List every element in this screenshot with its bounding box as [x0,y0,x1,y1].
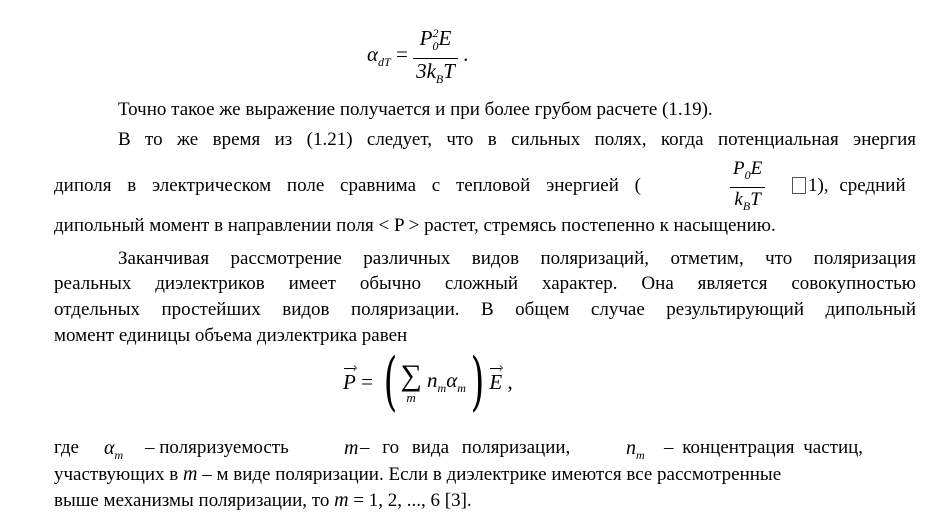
text-segment: – концентрация частиц, [664,437,864,458]
inline-fraction [730,158,765,217]
text-segment: = 1, 2, ..., 6 [3]. [353,490,472,511]
formula-comma: , [507,369,513,394]
paragraph-line: отдельных простейших видов поляризации. В общем случае результирующий дипольный [54,299,916,320]
paragraph-line: реальных диэлектриков имеет обычно сложный характер. Она является совокупностью [54,273,916,294]
vector-p: P [343,369,356,394]
symbol-m: m [344,437,359,459]
fraction-numerator: $P_0^2E$ [413,22,458,59]
fraction-denominator: $k_BT$ [734,188,761,213]
paragraph-line-with-fraction [54,158,916,213]
paragraph-line: Заканчивая рассмотрение различных видов поляризаций, отметим, что поляризация [118,248,916,269]
text-segment: выше механизмы поляризации, то [54,490,330,511]
text-segment: диполя в электрическом поле сравнима с тепловой энергией ( [54,175,641,196]
vector-e: E [489,369,503,394]
text-segment: – поляризуемость [145,437,289,458]
symbol-m: m [334,489,349,511]
formula-lhs: $\alpha_{dT}$ [367,42,391,70]
right-paren: ) [470,345,485,419]
sum-symbol: ∑ [400,359,422,392]
formula-equals: = [361,369,373,394]
text-segment: – м виде поляризации. Если в диэлектрике имеются все рассмотренные [202,464,782,485]
text-segment: где [54,437,79,458]
paragraph-line: В то же время из (1.21) следует, что в сильных полях, когда потенциальная энергия [118,129,916,150]
formula-equals: = [395,42,414,66]
fraction-numerator: $P_0E$ [730,158,765,188]
symbol-alpha-m: $\alpha_m$ [104,437,124,462]
symbol-m: m [183,463,198,485]
fraction-denominator: $3k_BT$ [416,59,455,87]
paragraph-line [54,488,916,513]
symbol-n-m: $n_m$ [626,437,645,462]
text-segment: 1), средний [808,175,906,196]
formula-alpha-dt [367,22,468,90]
sum-operator [400,360,421,404]
missing-glyph-box [792,177,806,194]
text-segment: участвующих в [54,464,179,485]
left-paren: ( [383,345,398,419]
text-segment: – го вида поляризации, [360,437,571,458]
sum-term: $n_m\alpha_m$ [427,367,466,396]
formula-polarization-vector [343,345,513,420]
formula-period: . [463,42,469,66]
sum-limit: m [406,390,416,405]
paragraph-line [54,462,916,487]
formula-fraction [413,22,458,90]
paragraph-line: дипольный момент в направлении поля < P > растет, стремясь постепенно к насыщению. [54,215,776,236]
paragraph-line: момент единицы объема диэлектрика равен [54,325,408,346]
paragraph-line: Точно такое же выражение получается и при более грубом расчете (1.19). [118,99,713,120]
